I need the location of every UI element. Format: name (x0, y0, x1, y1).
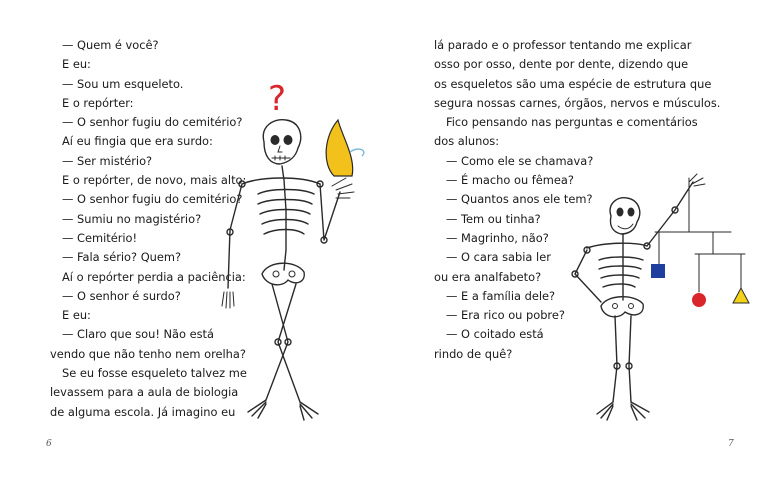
text-line: levassem para a aula de biologia (50, 385, 239, 400)
text-line: — Magrinho, não? (446, 230, 549, 245)
text-line: Aí eu fingia que era surdo: (62, 134, 213, 149)
question-mark-icon: ? (268, 79, 287, 119)
text-line: vendo que não tenho nem orelha? (50, 346, 246, 361)
text-line: Fico pensando nas perguntas e comentários (446, 115, 698, 130)
mobile-square-shape (651, 264, 665, 278)
page-number: 7 (728, 439, 734, 449)
text-line: — Ser mistério? (62, 153, 153, 168)
text-line: osso por osso, dente por dente, dizendo que (434, 57, 689, 72)
text-line: E eu: (62, 57, 91, 72)
text-line: rindo de quê? (434, 346, 513, 361)
text-line: — Tem ou tinha? (446, 211, 541, 226)
mobile-circle-shape (692, 293, 706, 307)
text-line: — O coitado está (446, 327, 544, 342)
text-line: — Como ele se chamava? (446, 153, 594, 168)
text-line: — Era rico ou pobre? (446, 308, 565, 323)
text-line: — O cara sabia ler (446, 250, 551, 265)
page-number: 6 (46, 439, 52, 449)
text-line: — O senhor fugiu do cemitério? (62, 192, 243, 207)
text-line: — Cemitério! (62, 230, 138, 245)
text-line: — Claro que sou! Não está (62, 327, 214, 342)
skeleton-ear-trumpet-illustration (212, 80, 372, 430)
text-line: — O senhor fugiu do cemitério? (62, 115, 243, 130)
text-line: — E a família dele? (446, 288, 556, 303)
text-line: E o repórter, de novo, mais alto: (62, 173, 247, 188)
text-line: de alguma escola. Já imagino eu (50, 404, 236, 419)
text-line: — Sou um esqueleto. (62, 76, 184, 91)
text-line: — Quem é você? (62, 38, 159, 52)
text-line: — Fala sério? Quem? (62, 250, 182, 265)
text-line: Aí o repórter perdia a paciência: (62, 269, 246, 284)
text-line: — Quantos anos ele tem? (446, 192, 593, 207)
text-line: — O senhor é surdo? (62, 288, 181, 303)
text-line: — Sumiu no magistério? (62, 211, 202, 226)
text-line: — É macho ou fêmea? (446, 173, 574, 188)
text-line: E o repórter: (62, 95, 134, 110)
right-page (390, 0, 780, 478)
text-line: E eu: (62, 308, 91, 323)
skeleton-mobile-illustration (535, 170, 765, 430)
mobile-triangle-shape (733, 288, 749, 303)
text-line: Se eu fosse esqueleto talvez me (62, 366, 247, 381)
text-line: lá parado e o professor tentando me explicar (434, 38, 692, 52)
text-line: ou era analfabeto? (434, 269, 542, 284)
text-line: os esqueletos são uma espécie de estrutura que (434, 76, 712, 91)
text-line: segura nossas carnes, órgãos, nervos e músculos. (434, 95, 721, 110)
text-line: dos alunos: (434, 134, 500, 149)
